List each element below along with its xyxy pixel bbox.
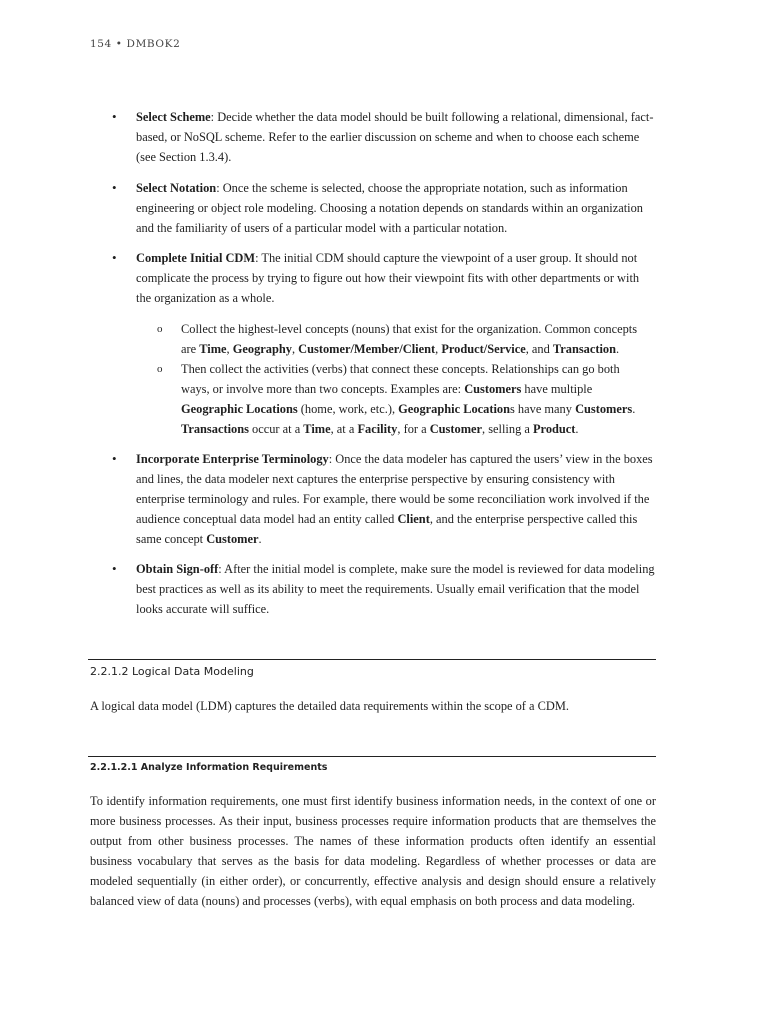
- bullet-obtain-signoff: [112, 559, 656, 619]
- sub-bullet-text: occur at a: [248, 422, 304, 436]
- bullet-dot-icon: •: [112, 561, 117, 576]
- concept-term: Time: [199, 342, 227, 356]
- section-heading-analyze-information-requirements: 2.2.1.2.1 Analyze Information Requirements: [90, 762, 328, 773]
- bullet-complete-initial-cdm: [112, 248, 656, 308]
- concept-term: Product/Service: [441, 342, 526, 356]
- bullet-dot-icon: •: [112, 180, 117, 195]
- sub-bullet-text: , selling a: [482, 422, 533, 436]
- bullet-text: , and the enterprise perspective called this same concept: [136, 512, 638, 546]
- bullet-text: : The initial CDM should capture the viewpoint of a user group. It should not complicate the process by trying to figure out how their viewpoint fits with other departments or with the organization as a whole.: [136, 251, 640, 305]
- concept-term: Geography: [232, 342, 292, 356]
- bullet-select-notation: [112, 178, 656, 238]
- concept-term: Customers: [464, 382, 522, 396]
- page-number: 154: [90, 38, 112, 50]
- concept-term: Facility: [357, 422, 398, 436]
- bullet-text: : Once the data modeler has captured the users’ view in the boxes and lines, the data modeler next captures the enterprise perspective by ensuring consistency with enterprise terminology and rules. For example, there would be some reconciliation work involved if the audience conceptual data model had an entity called: [136, 452, 653, 526]
- sub-bullet-text: , and: [525, 342, 553, 356]
- sub-bullet-marker: o: [157, 323, 163, 335]
- paragraph-ldm: A logical data model (LDM) captures the detailed data requirements within the scope of a CDM.: [90, 699, 569, 713]
- concept-term: Time: [303, 422, 331, 436]
- section-heading-logical-data-modeling: 2.2.1.2 Logical Data Modeling: [90, 665, 254, 678]
- bullet-term: Select Scheme: [136, 110, 211, 124]
- concept-term: Product: [532, 422, 576, 436]
- bullet-text: .: [258, 532, 262, 546]
- sub-bullet-text: have multiple: [521, 382, 593, 396]
- sub-bullet-text: Collect the highest-level concepts (nouns) that exist for the organization. Common concepts are: [181, 322, 638, 356]
- sub-bullet-text: (home, work, etc.),: [297, 402, 399, 416]
- bullet-term: Select Notation: [136, 181, 217, 195]
- sub-bullet-text: Then collect the activities (verbs) that connect these concepts. Relationships can go both ways, or involve more than two concepts. Examples are:: [181, 362, 620, 396]
- bullet-text: : Once the scheme is selected, choose the appropriate notation, such as information engineering or object role modeling. Choosing a notation depends on standards within an organization and the familiarity of users of a particular model with a particular notation.: [136, 181, 643, 235]
- bullet-dot-icon: •: [112, 250, 117, 265]
- sub-bullet-text: , at a: [330, 422, 358, 436]
- sub-bullet-text: .: [632, 402, 636, 416]
- concept-term: Customers: [575, 402, 633, 416]
- sub-bullet-collect-concepts: [157, 319, 651, 359]
- bullet-dot-icon: •: [112, 109, 117, 124]
- bullet-term: Obtain Sign-off: [136, 562, 219, 576]
- sub-bullet-text: .: [616, 342, 620, 356]
- sub-bullet-text: ,: [226, 342, 233, 356]
- sub-bullet-text: ,: [435, 342, 442, 356]
- sub-bullet-text: s have many: [510, 402, 576, 416]
- book-title: DMBOK2: [126, 38, 181, 50]
- section-rule: [88, 659, 656, 660]
- bullet-select-scheme: [112, 107, 656, 167]
- header-separator: •: [115, 38, 123, 50]
- concept-term: Customer: [429, 422, 483, 436]
- sub-bullet-text: ,: [291, 342, 299, 356]
- running-header: [90, 38, 180, 50]
- bullet-dot-icon: •: [112, 451, 117, 466]
- concept-term: Geographic Location: [398, 402, 511, 416]
- sub-bullet-text: , for a: [397, 422, 430, 436]
- concept-term: Customer: [206, 532, 259, 546]
- concept-term: Customer/Member/Client: [298, 342, 436, 356]
- bullet-text: : After the initial model is complete, make sure the model is reviewed for data modeling best practices as well as its ability to meet the requirements. Usually email verification that the model looks accurate will suffice.: [136, 562, 655, 616]
- paragraph-information-requirements: To identify information requirements, one must first identify business information needs, in the context of one or more business processes. As their input, business processes require information products that are themselves the output from other business processes. The names of these information products often identify an essential business vocabulary that serves as the basis for data modeling. Regardless of whether processes or data are modeled sequentially (in either order), or concurrently, effective analysis and design should ensure a relatively balanced view of data (nouns) and processes (verbs), with equal emphasis on both process and data modeling.: [90, 794, 656, 908]
- bullet-term: Incorporate Enterprise Terminology: [136, 452, 329, 466]
- sub-bullet-marker: o: [157, 363, 163, 375]
- section-rule: [88, 756, 656, 757]
- bullet-term: Complete Initial CDM: [136, 251, 256, 265]
- sub-bullet-collect-activities: [157, 359, 651, 439]
- concept-term: Client: [397, 512, 430, 526]
- bullet-incorporate-terminology: [112, 449, 656, 549]
- sub-bullet-text: .: [575, 422, 579, 436]
- concept-term: Transaction: [552, 342, 617, 356]
- concept-term: Transactions: [181, 422, 249, 436]
- bullet-text: : Decide whether the data model should be built following a relational, dimensional, fact-based, or NoSQL scheme. Refer to the earlier discussion on scheme and when to choose each scheme (see Section 1.3.4).: [136, 110, 654, 164]
- concept-term: Geographic Locations: [181, 402, 298, 416]
